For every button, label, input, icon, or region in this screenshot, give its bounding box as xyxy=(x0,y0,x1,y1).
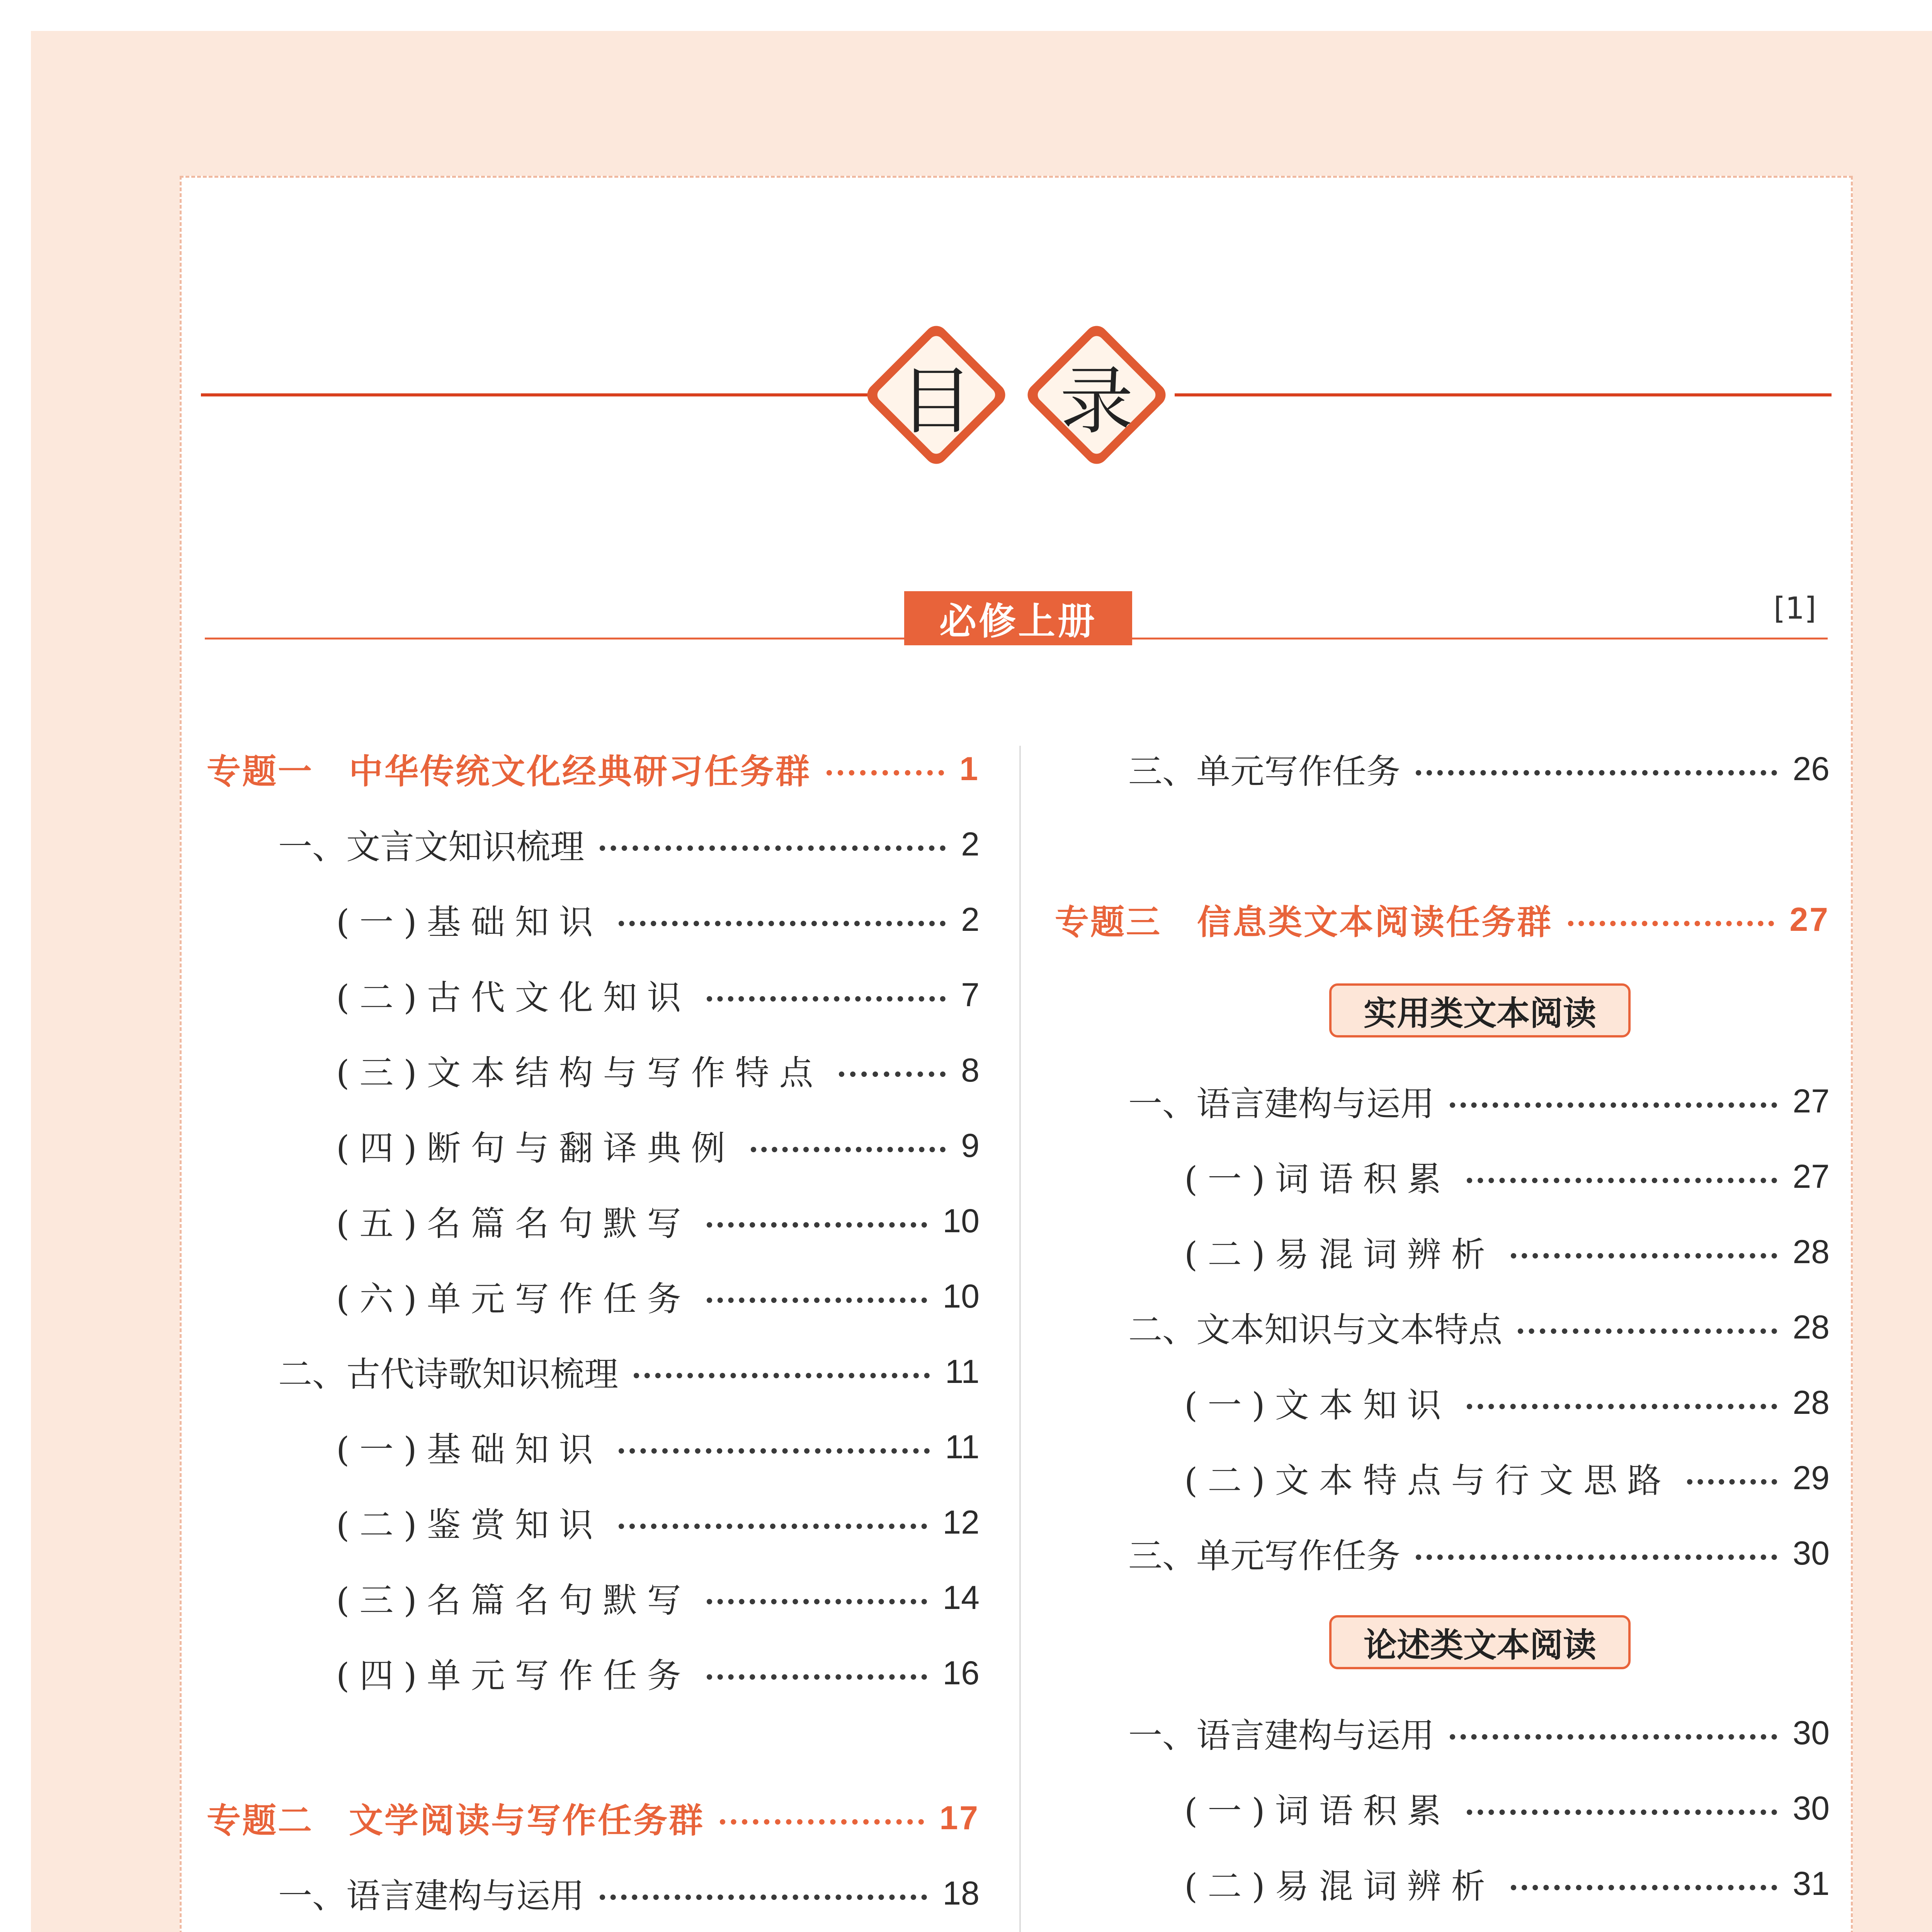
dot-leader xyxy=(707,1674,927,1680)
dot-leader xyxy=(1416,770,1777,776)
dot-leader xyxy=(600,1895,927,1900)
toc-entry[interactable]: (一)基础知识 2 xyxy=(336,901,980,942)
dot-leader xyxy=(1450,1102,1777,1108)
dot-leader xyxy=(827,770,944,776)
dot-leader xyxy=(1450,1734,1777,1740)
toc-entry[interactable]: 一、语言建构与运用 30 xyxy=(1128,1714,1830,1755)
toc-entry[interactable]: (五)名篇名句默写 10 xyxy=(336,1202,980,1243)
toc-entry[interactable]: (一)基础知识 11 xyxy=(336,1428,980,1469)
toc-entry[interactable]: 二、古代诗歌知识梳理 11 xyxy=(278,1353,980,1394)
title-char-2: 录 xyxy=(1060,358,1133,444)
toc-entry[interactable]: (一)词语积累 27 xyxy=(1184,1158,1830,1199)
dot-leader xyxy=(619,921,946,926)
dot-leader xyxy=(751,1147,946,1152)
toc-entry[interactable]: (二)易混词辨析 31 xyxy=(1184,1865,1830,1906)
dot-leader xyxy=(1518,1328,1777,1334)
toc-entry[interactable]: (二)古代文化知识 7 xyxy=(336,976,980,1017)
toc-topic-2[interactable]: 专题二 文学阅读与写作任务群 17 xyxy=(207,1799,980,1840)
dot-leader xyxy=(1467,1404,1777,1409)
toc-entry[interactable]: 三、单元写作任务 30 xyxy=(1128,1534,1830,1576)
dot-leader xyxy=(1687,1479,1777,1485)
dot-leader xyxy=(707,1298,927,1303)
page-number-mark: [1] xyxy=(1774,591,1816,626)
toc-entry[interactable]: 二、文本知识与文本特点 28 xyxy=(1128,1308,1830,1350)
toc-entry[interactable]: (一)词语积累 30 xyxy=(1184,1789,1830,1831)
dot-leader xyxy=(1467,1810,1777,1815)
toc-entry[interactable]: 三、单元写作任务 26 xyxy=(1128,750,1830,791)
dot-leader xyxy=(1568,921,1774,926)
subsection-badge-practical: 实用类文本阅读 xyxy=(1329,983,1631,1037)
toc-entry[interactable]: 一、语言建构与运用 18 xyxy=(278,1874,980,1916)
dot-leader xyxy=(707,1599,927,1604)
toc-topic-3[interactable]: 专题三 信息类文本阅读任务群 27 xyxy=(1055,901,1830,942)
dot-leader xyxy=(619,1448,930,1454)
toc-entry[interactable]: (六)单元写作任务 10 xyxy=(336,1277,980,1319)
dot-leader xyxy=(839,1071,946,1077)
toc-entry[interactable]: (二)文本特点与行文思路 29 xyxy=(1184,1459,1830,1500)
dot-leader xyxy=(600,845,946,851)
title-char-1: 目 xyxy=(899,358,973,444)
toc-entry[interactable]: 一、语言建构与运用 27 xyxy=(1128,1082,1830,1124)
toc-topic-1[interactable]: 专题一 中华传统文化经典研习任务群 1 xyxy=(207,750,980,791)
dot-leader xyxy=(1511,1253,1777,1259)
column-divider xyxy=(1019,746,1021,1932)
title-rule-right xyxy=(1175,393,1832,396)
dot-leader xyxy=(707,1222,927,1228)
dot-leader xyxy=(1511,1885,1777,1890)
toc-entry[interactable]: (四)单元写作任务 16 xyxy=(336,1654,980,1696)
toc-entry[interactable]: (三)文本结构与写作特点 8 xyxy=(336,1051,980,1093)
subsection-badge-argument: 论述类文本阅读 xyxy=(1329,1615,1631,1669)
toc-entry[interactable]: (二)鉴赏知识 12 xyxy=(336,1503,980,1545)
section-badge: 必修上册 xyxy=(904,591,1132,645)
toc-entry[interactable]: (一)文本知识 28 xyxy=(1184,1384,1830,1425)
dot-leader xyxy=(1416,1554,1777,1560)
toc-entry[interactable]: 一、文言文知识梳理 2 xyxy=(278,825,980,867)
dot-leader xyxy=(1467,1178,1777,1183)
dot-leader xyxy=(720,1819,924,1825)
toc-entry[interactable]: (四)断句与翻译典例 9 xyxy=(336,1127,980,1168)
title-rule-left xyxy=(201,393,873,396)
toc-entry[interactable]: (三)名篇名句默写 14 xyxy=(336,1579,980,1620)
dot-leader xyxy=(707,996,946,1002)
dot-leader xyxy=(619,1524,927,1529)
dot-leader xyxy=(634,1373,930,1378)
toc-entry[interactable]: (二)易混词辨析 28 xyxy=(1184,1233,1830,1274)
